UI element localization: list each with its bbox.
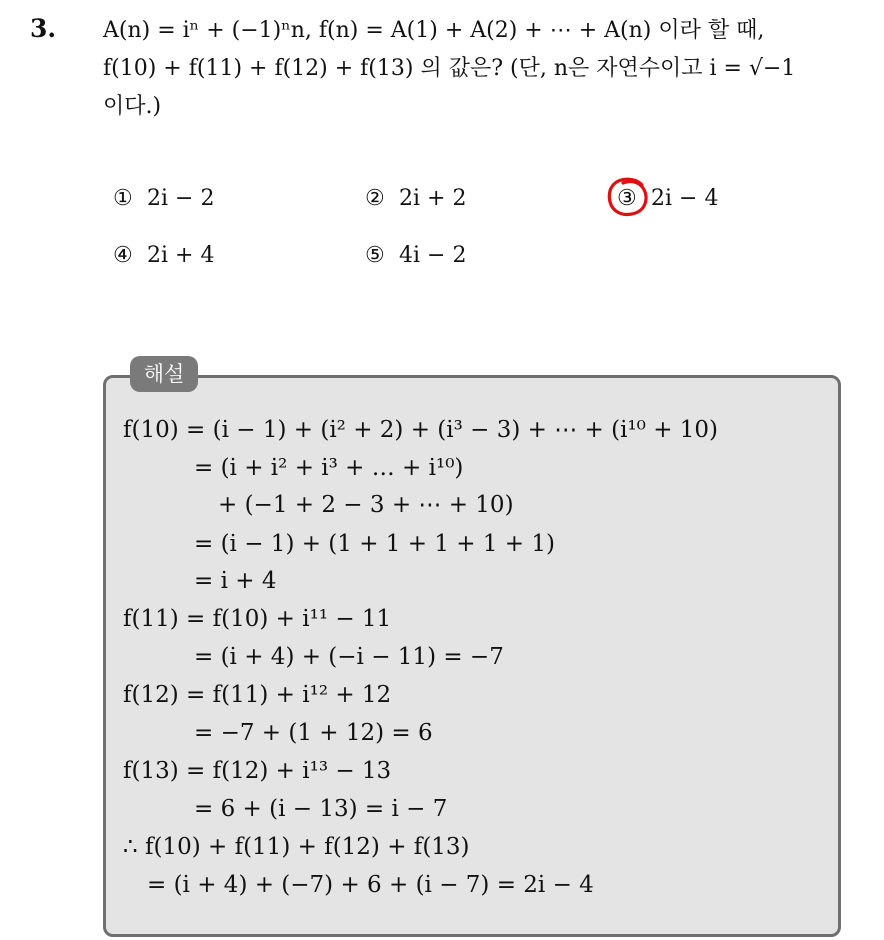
choice-marker: ③ [617,186,637,211]
solution-line: f(12) = f(11) + i¹² + 12 [123,682,392,708]
question-number: 3. [30,14,57,43]
solution-line: = i + 4 [194,568,277,594]
question-line-1: A(n) = iⁿ + (−1)ⁿn, f(n) = A(1) + A(2) + ⋯ + A(n) 이라 할 때, [103,18,765,43]
solution-line: + (−1 + 2 − 3 + ⋯ + 10) [218,492,514,518]
choice-1[interactable] [113,184,214,214]
solution-line: f(13) = f(12) + i¹³ − 13 [123,758,392,784]
answer-circle-annotation [606,176,650,218]
choice-2[interactable] [365,184,466,214]
question-line-2: f(10) + f(11) + f(12) + f(13) 의 값은? (단, n은 자연수이고 i = √−1 [103,56,796,81]
solution-line: f(10) = (i − 1) + (i² + 2) + (i³ − 3) + ⋯ + (i¹⁰ + 10) [123,417,719,443]
choice-value: 2i − 2 [147,186,215,211]
choice-marker: ④ [113,243,133,268]
choice-value: 2i + 4 [147,243,215,268]
solution-line: = (i + 4) + (−i − 11) = −7 [194,644,504,670]
choice-marker: ⑤ [365,243,385,268]
solution-line: = −7 + (1 + 12) = 6 [194,720,433,746]
choice-marker: ① [113,186,133,211]
choice-5[interactable] [365,241,466,271]
choice-4[interactable] [113,241,214,271]
solution-line: = 6 + (i − 13) = i − 7 [194,796,448,822]
solution-line: = (i + 4) + (−7) + 6 + (i − 7) = 2i − 4 [147,872,594,898]
solution-label: 해설 [130,356,198,392]
choice-value: 2i + 2 [399,186,467,211]
solution-line: = (i − 1) + (1 + 1 + 1 + 1 + 1) [194,531,555,557]
choice-value: 2i − 4 [651,186,719,211]
choice-value: 4i − 2 [399,243,467,268]
solution-line: = (i + i² + i³ + … + i¹⁰) [194,455,464,481]
solution-line: ∴ f(10) + f(11) + f(12) + f(13) [123,834,470,860]
solution-line: f(11) = f(10) + i¹¹ − 11 [123,606,392,632]
question-line-3: 이다.) [103,94,162,119]
choice-marker: ② [365,186,385,211]
